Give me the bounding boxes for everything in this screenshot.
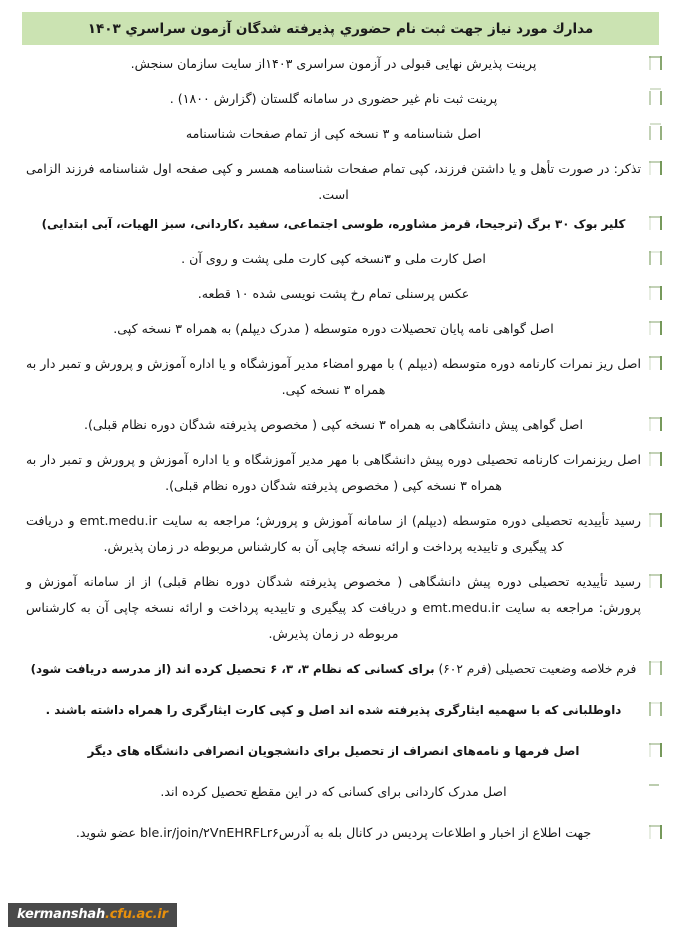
checkbox-icon[interactable] [649, 56, 662, 70]
list-item-golestan-printout [18, 86, 663, 112]
checkbox-icon[interactable] [649, 743, 662, 757]
list-item-label: پرینت پذیرش نهایی قبولی در آزمون سراسری ۱۴۰۳از سایت سازمان سنجش. [130, 56, 537, 71]
list-item-label-post: عضو شوید. [75, 825, 140, 840]
list-item-national-card [18, 246, 663, 272]
list-item-label: اصل مدرک کاردانی برای کسانی که در این مقطع تحصیل کرده اند. [160, 784, 507, 799]
list-item-label: تذکر: در صورت تأهل و یا داشتن فرزند، کپی تمام صفحات شناسنامه همسر و کپی صفحه اول شناسنامه فرزند الزامی است. [26, 161, 641, 202]
list-item-label-pre: جهت اطلاع از اخبار و اطلاعات پردیس در کانال بله به آدرس [278, 825, 592, 840]
checkbox-icon[interactable] [649, 702, 662, 716]
list-item-label: کلیر بوک ۳۰ برگ (ترجیحا، قرمز مشاوره، طوسی اجتماعی، سفید ،کاردانی، سبز الهیات، آبی ابتدایی) [41, 217, 626, 231]
list-item-label: اصل کارت ملی و ۳نسخه کپی کارت ملی پشت و روی آن . [181, 251, 486, 266]
list-item-label-pre: رسید تأییدیه تحصیلی دوره متوسطه (دیپلم) از سامانه آموزش و پرورش؛ مراجعه به سایت [157, 513, 642, 528]
checkbox-icon[interactable] [649, 825, 662, 839]
document-page [0, 12, 681, 941]
logo-text-secondary: .cfu.ac.ir [105, 907, 168, 922]
checkbox-icon[interactable] [646, 784, 659, 798]
checkbox-icon[interactable] [649, 452, 662, 466]
list-item-associate-degree [18, 779, 663, 805]
list-item-label: اصل ریزنمرات کارنامه تحصیلی دوره پیش دانشگاهی با مهر مدیر آموزشگاه و یا اداره آموزش و پرورش و تمبر دار به همراه ۳ نسخه کپی ( مخصوص پذیرفته شدگان دوره نظام قبلی). [26, 452, 641, 493]
logo-text-primary: kermanshah [17, 907, 106, 922]
checkbox-icon[interactable] [649, 513, 662, 527]
bale-channel-link[interactable]: ble.ir/join/۲VnEHRFLr۶ [139, 825, 279, 840]
list-item-pre-university-cert [18, 412, 663, 438]
list-item-birth-certificate [18, 121, 663, 147]
checkbox-icon[interactable] [649, 286, 662, 300]
list-item-withdrawal-forms [18, 738, 663, 764]
list-item-label-post: و دریافت کد پیگیری و تاییدیه پرداخت و ارائه نسخه چاپی آن به کارشناس مربوطه در زمان پذیرش. [26, 513, 564, 554]
list-item-isargari-quota [18, 697, 663, 723]
checkbox-icon[interactable] [649, 91, 662, 105]
list-item-diploma-certificate [18, 316, 663, 342]
list-item-acceptance-printout [18, 51, 663, 77]
list-item-diploma-transcript [18, 351, 663, 403]
checkbox-icon[interactable] [649, 126, 662, 140]
checkbox-icon[interactable] [649, 321, 662, 335]
list-item-diploma-confirmation-receipt [18, 508, 663, 560]
checkbox-icon[interactable] [649, 161, 662, 175]
list-item-label: داوطلبانی که با سهمیه ایثارگری پذیرفته شده اند اصل و کپی کارت ایثارگری را همراه داشته باشند . [45, 703, 622, 717]
list-item-form-602 [18, 656, 663, 682]
list-item-spouse-note [18, 156, 663, 208]
list-item-label-bold: برای کسانی که نظام ۳، ۳، ۶ تحصیل کرده اند (از مدرسه دریافت شود) [30, 662, 435, 676]
list-item-label: اصل گواهی پیش دانشگاهی به همراه ۳ نسخه کپی ( مخصوص پذیرفته شدگان دوره نظام قبلی). [83, 417, 584, 432]
list-item-bale-channel [18, 820, 663, 846]
list-item-label: اصل ریز نمرات کارنامه دوره متوسطه (دیپلم ) با مهرو امضاء مدیر آموزشگاه و یا اداره آموزش و پرورش و تمبر دار به همراه ۳ نسخه کپی. [25, 356, 641, 397]
emt-medu-link[interactable]: emt.medu.ir [79, 513, 158, 528]
list-item-photos [18, 281, 663, 307]
list-item-label-pre: رسید تأییدیه تحصیلی دوره پیش دانشگاهی ( مخصوص پذیرفته شدگان دوره نظام قبلی) از از سامانه آموزش و پرورش: مراجعه به سایت [26, 574, 641, 615]
emt-medu-link[interactable]: emt.medu.ir [422, 600, 501, 615]
list-item-label-normal: فرم خلاصه وضعیت تحصیلی (فرم ۶۰۲) [434, 662, 637, 676]
list-item-label: عکس پرسنلی تمام رخ پشت نویسی شده ۱۰ قطعه. [197, 286, 470, 301]
page-header-band [22, 12, 659, 45]
list-item-label: اصل گواهی نامه پایان تحصیلات دوره متوسطه ( مدرک دیپلم) به همراه ۳ نسخه کپی. [113, 321, 554, 336]
page-title: مدارك مورد نياز جهت ثبت نام حضوري پذيرفته شدگان آزمون سراسري ۱۴۰۳ [87, 20, 594, 37]
list-item-label-post: و دریافت کد پیگیری و تاییدیه پرداخت و ارائه نسخه چاپی آن به کارشناس مربوطه در زمان پذیرش. [26, 600, 423, 641]
checkbox-icon[interactable] [649, 574, 662, 588]
list-item-label: اصل فرمها و نامه‌های انصراف از تحصیل برای دانشجویان انصرافی دانشگاه های دیگر [87, 744, 580, 758]
site-watermark-logo [8, 903, 177, 927]
checkbox-icon[interactable] [649, 356, 662, 370]
checkbox-icon[interactable] [649, 661, 662, 675]
checkbox-icon[interactable] [649, 216, 662, 230]
list-item-pre-university-transcript [18, 447, 663, 499]
requirements-checklist [0, 45, 681, 846]
checkbox-icon[interactable] [649, 251, 662, 265]
checkbox-icon[interactable] [649, 417, 662, 431]
list-item-label: اصل شناسنامه و ۳ نسخه کپی از تمام صفحات شناسنامه [185, 126, 482, 141]
list-item-clear-book [18, 211, 663, 237]
list-item-pre-university-confirmation-receipt [18, 569, 663, 647]
list-item-label: پرینت ثبت نام غیر حضوری در سامانه گلستان (گزارش ۱۸۰۰) . [169, 91, 498, 106]
